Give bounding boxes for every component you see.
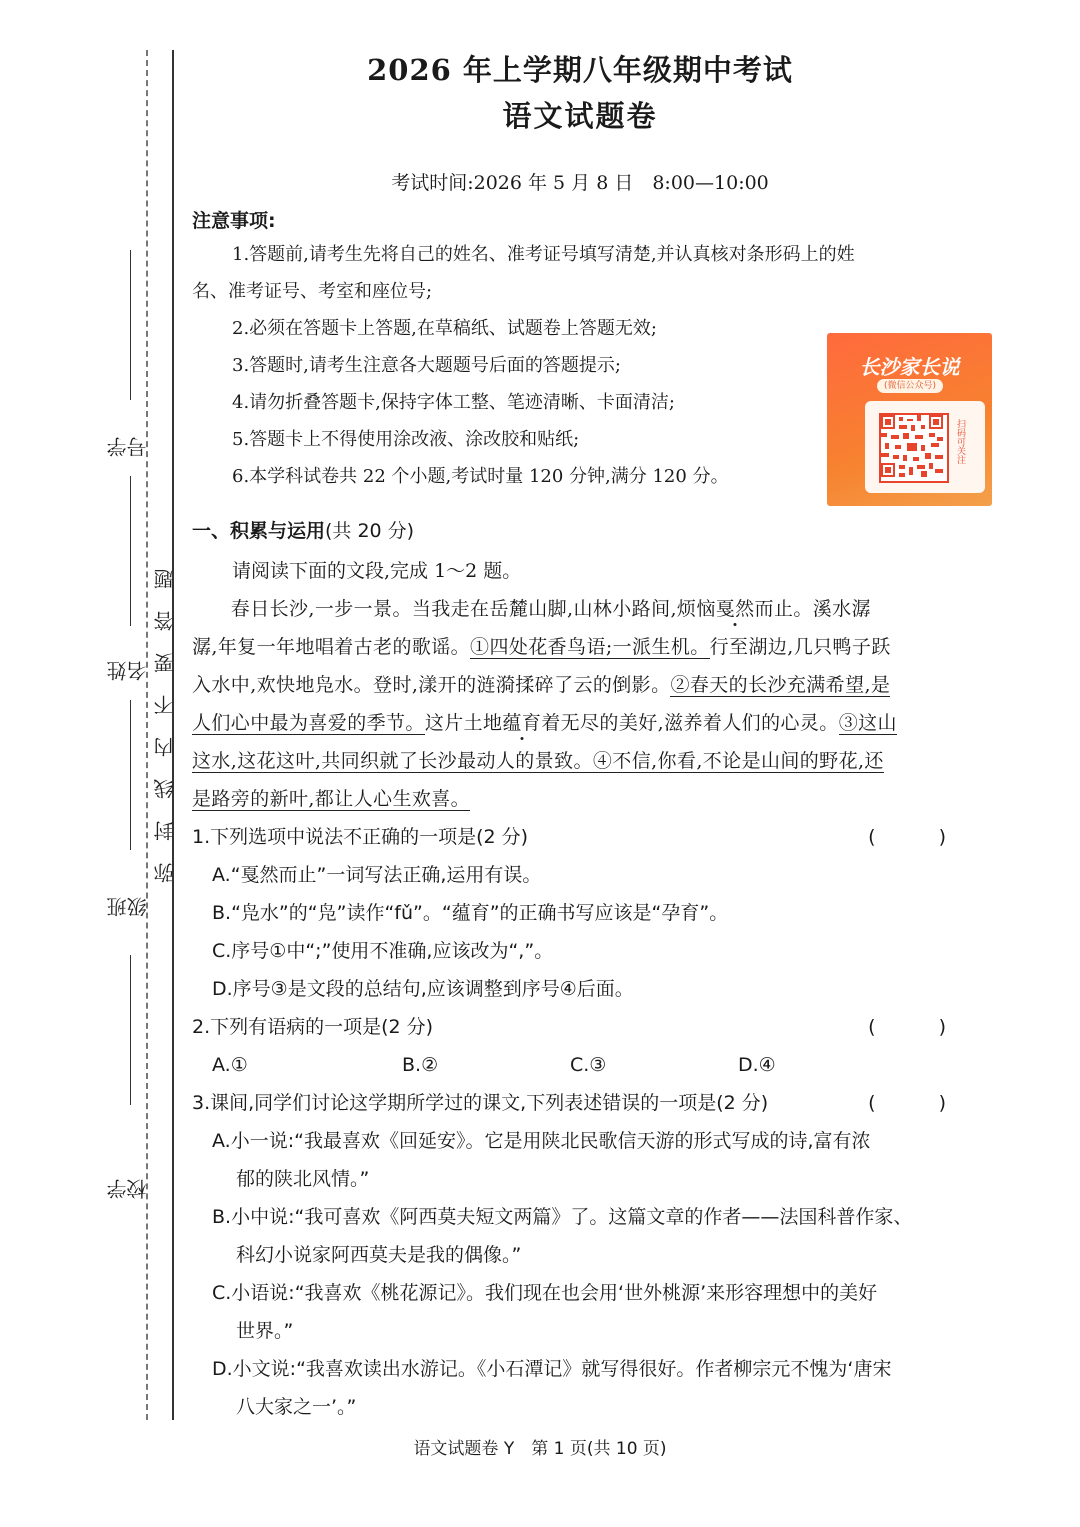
notice-item: 名、准考证号、考室和座位号; — [192, 281, 433, 302]
option-d: D.④ — [738, 1054, 776, 1076]
answer-bracket[interactable]: ( ) — [868, 1092, 968, 1114]
option-d: D.小文说:“我喜欢读出水游记。《小石潭记》就写得很好。作者柳宗元不愧为‘唐宋 八大家之一’。” — [212, 1358, 892, 1418]
page-footer: 语文试题卷 Y 第 1 页(共 10 页) — [413, 1439, 667, 1459]
option-c: C.小语说:“我喜欢《桃花源记》。我们现在也会用‘世外桃源’来形容理想中的美好 世界。” — [212, 1282, 878, 1342]
qr-code-icon[interactable] — [879, 413, 949, 483]
promo-title: 长沙家长说 — [859, 355, 960, 379]
notice-heading: 注意事项: — [192, 210, 276, 232]
passage-line: 入水中,欢快地凫水。登时,漾开的涟漪揉碎了云的倒影。②春天的长沙充满希望,是 — [192, 674, 891, 696]
passage-line: 人们心中最为喜爱的季节。这片土地蕴育着无尽的美好,滋养着人们的心灵。③这山 — [192, 712, 897, 734]
school-blank[interactable] — [130, 955, 131, 1105]
notice-item: 4.请勿折叠答题卡,保持字体工整、笔迹清晰、卡面清洁; — [232, 392, 675, 413]
exam-title: 2026 年上学期八年级期中考试 — [367, 53, 793, 87]
label-class: 班级 — [106, 877, 150, 917]
option-a: A.小一说:“我最喜欢《回延安》。它是用陕北民歌信天游的形式写成的诗,富有浓 郁的陕北风情。” — [212, 1130, 871, 1190]
label-name: 姓名 — [106, 641, 150, 681]
question-stem: 1.下列选项中说法不正确的一项是(2 分) — [192, 826, 529, 848]
class-blank[interactable] — [130, 700, 131, 850]
section-heading — [192, 516, 414, 543]
notice-item: 3.答题时,请考生注意各大题题号后面的答题提示; — [232, 355, 621, 376]
option-a: A.① — [212, 1054, 248, 1076]
question-2 — [192, 1008, 968, 1046]
notice-item: 2.必须在答题卡上答题,在草稿纸、试题卷上答题无效; — [232, 318, 657, 339]
option-d: D.序号③是文段的总结句,应该调整到序号④后面。 — [212, 978, 634, 1000]
reading-passage — [192, 590, 968, 818]
section-score: (共 20 分) — [325, 520, 415, 542]
option-c: C.③ — [570, 1054, 607, 1076]
question-1 — [192, 818, 968, 856]
qr-scan-text: 扫码可关注 — [955, 419, 965, 464]
promo-qr-card[interactable] — [827, 333, 992, 506]
option-b: B.“凫水”的“凫”读作“fǔ”。“蕴育”的正确书写应该是“孕育”。 — [212, 902, 729, 924]
passage-line: 是路旁的新叶,都让人心生欢喜。 — [192, 788, 471, 810]
section-intro: 请阅读下面的文段,完成 1～2 题。 — [232, 560, 522, 582]
notice-item: 6.本学科试卷共 22 个小题,考试时量 120 分钟,满分 120 分。 — [232, 466, 729, 487]
seal-dashed-line — [146, 50, 148, 1420]
answer-bracket[interactable]: ( ) — [868, 1016, 968, 1038]
name-blank[interactable] — [130, 476, 131, 626]
passage-line: 潺,年复一年地唱着古老的歌谣。①四处花香鸟语;一派生机。行至湖边,几只鸭子跃 — [192, 636, 891, 658]
label-student-id: 学号 — [106, 417, 150, 457]
question-stem: 3.课间,同学们讨论这学期所学过的课文,下列表述错误的一项是(2 分) — [192, 1092, 769, 1114]
option-c: C.序号①中“;”使用不准确,应该改为“,”。 — [212, 940, 554, 962]
notice-item: 5.答题卡上不得使用涂改液、涂改胶和贴纸; — [232, 429, 580, 450]
question-stem: 2.下列有语病的一项是(2 分) — [192, 1016, 434, 1038]
notice-item: 1.答题前,请考生先将自己的姓名、准考证号填写清楚,并认真核对条形码上的姓 — [232, 244, 855, 265]
question-3 — [192, 1084, 968, 1122]
option-b: B.② — [402, 1054, 439, 1076]
exam-time: 考试时间:2026 年 5 月 8 日 8:00—10:00 — [391, 172, 769, 194]
section-title: 一、积累与运用 — [192, 520, 326, 542]
answer-bracket[interactable]: ( ) — [868, 826, 968, 848]
label-school: 学校 — [106, 1159, 150, 1199]
option-b: B.小中说:“我可喜欢《阿西莫夫短文两篇》了。这篇文章的作者——法国科普作家、 科幻小说家阿西莫夫是我的偶像。” — [212, 1206, 913, 1266]
promo-subtitle: (微信公众号) — [877, 379, 943, 393]
passage-line: 春日长沙,一步一景。当我走在岳麓山脚,山林小路间,烦恼戛然而止。溪水潺 — [192, 598, 871, 620]
seal-warning-text: 弥封线内不要答题 — [153, 547, 177, 883]
option-a: A.“戛然而止”一词写法正确,运用有误。 — [212, 864, 542, 886]
student-id-blank[interactable] — [130, 250, 131, 400]
binding-margin — [0, 0, 180, 1527]
passage-line: 这水,这花这叶,共同织就了长沙最动人的景致。④不信,你看,不论是山间的野花,还 — [192, 750, 884, 772]
exam-subtitle: 语文试题卷 — [502, 99, 658, 133]
